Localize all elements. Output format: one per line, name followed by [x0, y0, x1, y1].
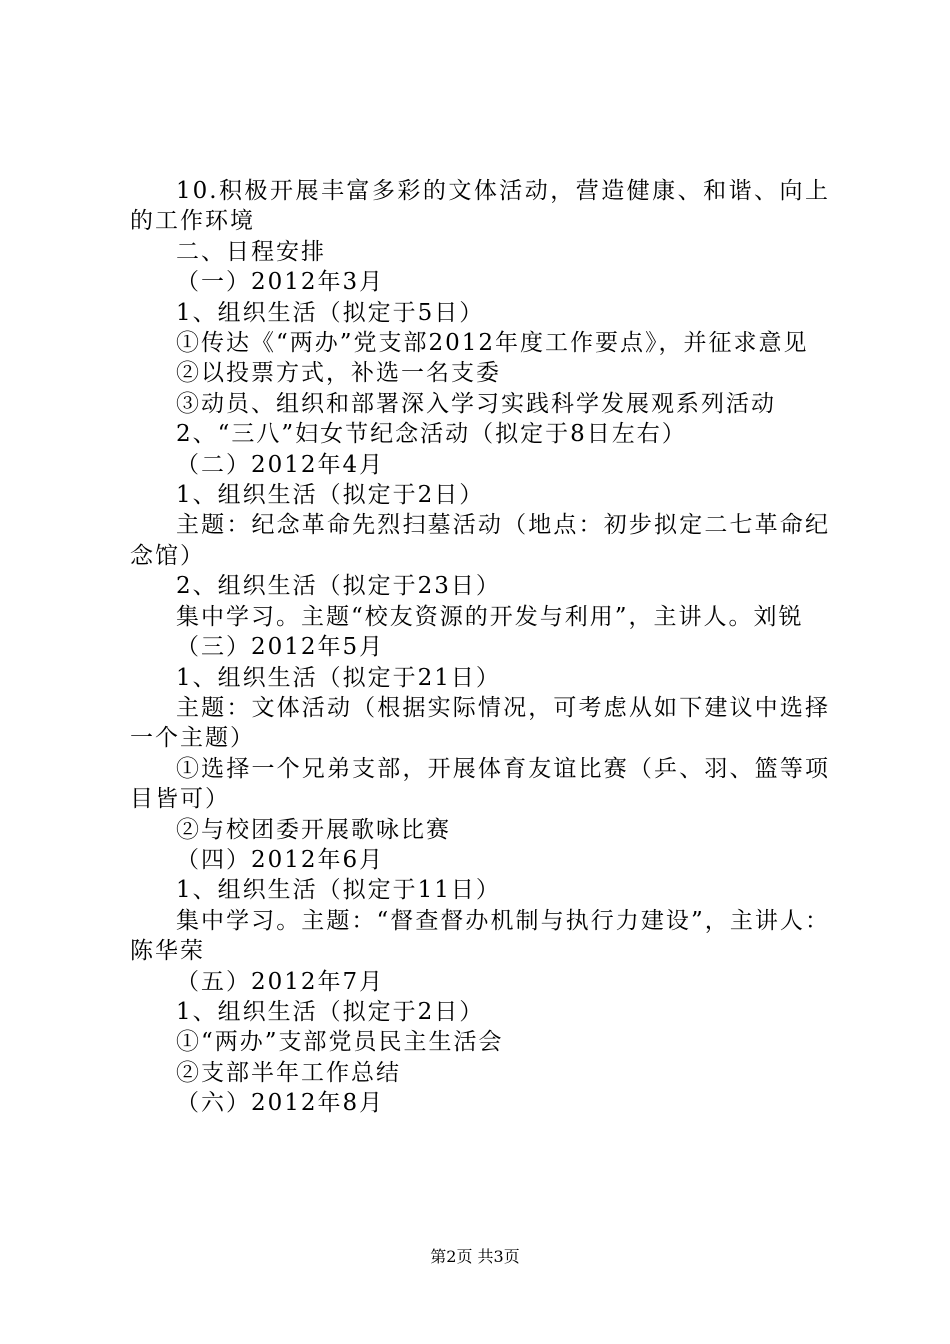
- paragraph: ②以投票方式，补选一名支委: [176, 360, 501, 387]
- subsection-heading: （二）2012年4月: [176, 451, 385, 478]
- subsection-heading: （四）2012年6月: [176, 846, 385, 873]
- paragraph: 1、组织生活（拟定于5日）: [176, 299, 485, 326]
- paragraph: 主题：纪念革命先烈扫墓活动（地点：初步拟定二七革命纪念馆）: [130, 512, 830, 569]
- paragraph: ②与校团委开展歌咏比赛: [176, 816, 451, 843]
- paragraph: 2、“三八”妇女节纪念活动（拟定于8日左右）: [176, 421, 687, 448]
- paragraph: ①选择一个兄弟支部，开展体育友谊比赛（乒、羽、篮等项目皆可）: [130, 755, 830, 813]
- subsection-heading: （三）2012年5月: [176, 634, 385, 661]
- paragraph: 1、组织生活（拟定于2日）: [176, 482, 485, 509]
- paragraph: 集中学习。主题“校友资源的开发与利用”，主讲人。刘锐: [176, 603, 804, 630]
- section-heading: 二、日程安排: [176, 238, 326, 265]
- paragraph: 2、组织生活（拟定于23日）: [176, 573, 501, 600]
- subsection-heading: （五）2012年7月: [176, 968, 385, 995]
- paragraph: 1、组织生活（拟定于21日）: [176, 664, 501, 691]
- paragraph: 1、组织生活（拟定于11日）: [176, 877, 501, 904]
- paragraph: 主题：文体活动（根据实际情况，可考虑从如下建议中选择一个主题）: [130, 694, 830, 752]
- paragraph: ③动员、组织和部署深入学习实践科学发展观系列活动: [176, 390, 776, 417]
- paragraph: 1、组织生活（拟定于2日）: [176, 998, 485, 1025]
- subsection-heading: （一）2012年3月: [176, 269, 385, 296]
- document-body: [130, 176, 830, 1119]
- paragraph: ②支部半年工作总结: [176, 1059, 401, 1086]
- paragraph: 10.积极开展丰富多彩的文体活动，营造健康、和谐、向上的工作环境: [130, 178, 830, 235]
- page-footer: 第2页 共3页: [430, 1247, 520, 1266]
- paragraph: ①传达《“两办”党支部2012年度工作要点》，并征求意见: [176, 330, 809, 357]
- paragraph: 集中学习。主题：“督查督办机制与执行力建设”，主讲人：陈华荣: [130, 907, 830, 965]
- subsection-heading: （六）2012年8月: [176, 1090, 385, 1117]
- paragraph: ①“两办”支部党员民主生活会: [176, 1029, 504, 1056]
